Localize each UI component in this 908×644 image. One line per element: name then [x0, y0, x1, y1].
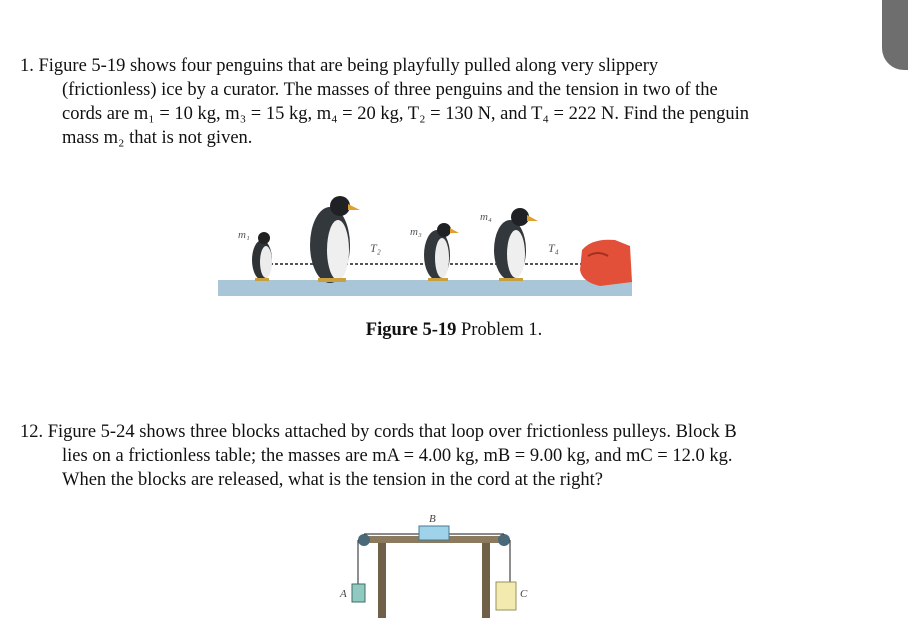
block-c	[496, 582, 516, 610]
curator-glove	[580, 240, 632, 286]
table-leg-right	[482, 543, 490, 618]
problem-1	[20, 54, 850, 150]
problem-12-line-1: 12. Figure 5-24 shows three blocks attached by cords that loop over frictionless pulleys. Block B	[20, 422, 737, 442]
side-tab[interactable]	[882, 0, 908, 70]
label-C: C	[520, 588, 528, 600]
penguin-4	[494, 208, 538, 281]
label-T4: T₄	[548, 241, 559, 255]
problem-1-line-3: cords are m₁ = 10 kg, m₃ = 15 kg, m₄ = 20 kg, T₂ = 130 N, and T₄ = 222 N. Find the penguin	[62, 104, 749, 124]
label-T2: T₂	[370, 241, 381, 255]
label-A: A	[340, 588, 347, 600]
problem-12-line-2: lies on a frictionless table; the masses are mA = 4.00 kg, mB = 9.00 kg, and mC = 12.0 kg.	[62, 446, 733, 466]
figure-1-caption-label: Figure 5-19	[365, 320, 457, 340]
figure-1-caption	[0, 320, 908, 341]
problem-1-line-2: (frictionless) ice by a curator. The masses of three penguins and the tension in two of the	[62, 80, 718, 100]
problem-1-line-1: 1. Figure 5-19 shows four penguins that are being playfully pulled along very slippery	[20, 56, 659, 76]
problem-12	[20, 420, 850, 492]
problem-12-line-3: When the blocks are released, what is the tension in the cord at the right?	[62, 470, 603, 490]
ice-surface	[218, 280, 632, 296]
penguin-3	[424, 223, 459, 281]
problem-1-line-4: mass m₂ that is not given.	[62, 128, 253, 148]
label-m1: m₁	[238, 229, 250, 241]
pulley-right	[498, 534, 510, 546]
label-m3: m₃	[410, 226, 422, 238]
table-leg-left	[378, 543, 386, 618]
pulley-left	[358, 534, 370, 546]
penguin-2	[310, 196, 360, 283]
penguin-1	[252, 232, 272, 281]
figure-1-caption-text: Problem 1.	[456, 320, 543, 340]
block-b	[419, 526, 449, 540]
penguin-figure	[210, 190, 640, 305]
label-B: B	[429, 513, 436, 525]
pulley-figure	[330, 512, 550, 622]
label-m4: m₄	[480, 211, 492, 223]
block-a	[352, 584, 365, 602]
